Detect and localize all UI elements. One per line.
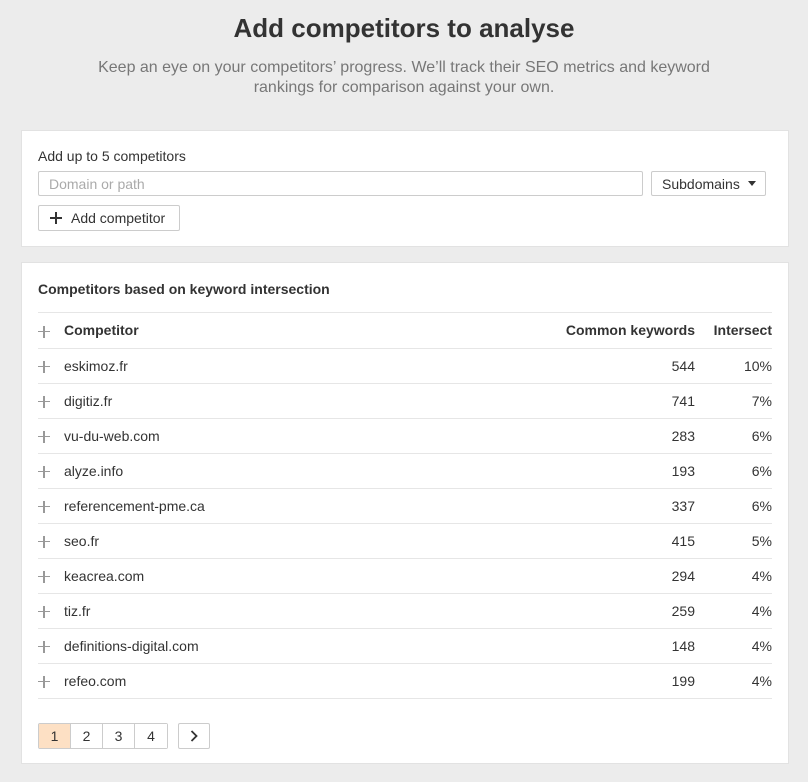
header — [0, 0, 808, 98]
add-competitor-plus-icon[interactable] — [38, 466, 50, 478]
competitor-domain: alyze.info — [64, 453, 535, 488]
intersect-value: 6% — [695, 418, 772, 453]
input-row — [38, 171, 772, 196]
table-row — [38, 488, 772, 523]
column-header-intersect[interactable]: Intersect — [695, 313, 772, 348]
common-keywords-value: 415 — [535, 523, 695, 558]
add-competitor-button-label: Add competitor — [71, 210, 166, 226]
table-row — [38, 418, 772, 453]
competitor-domain: digitiz.fr — [64, 383, 535, 418]
add-competitor-plus-icon[interactable] — [38, 676, 50, 688]
competitor-domain: seo.fr — [64, 523, 535, 558]
intersect-value: 7% — [695, 383, 772, 418]
common-keywords-value: 199 — [535, 663, 695, 698]
add-competitor-card — [21, 130, 789, 247]
competitor-domain: vu-du-web.com — [64, 418, 535, 453]
chevron-right-icon — [189, 730, 199, 742]
page-title: Add competitors to analyse — [233, 13, 575, 43]
page-button-2[interactable]: 2 — [71, 724, 103, 748]
intersect-value: 10% — [695, 348, 772, 383]
add-cell — [38, 593, 64, 628]
column-header-common-keywords[interactable]: Common keywords — [535, 313, 695, 348]
add-competitor-plus-icon[interactable] — [38, 641, 50, 653]
add-cell — [38, 558, 64, 593]
add-competitors-label: Add up to 5 competitors — [38, 148, 186, 164]
table-row — [38, 348, 772, 383]
competitors-table-body — [38, 348, 772, 698]
add-cell — [38, 663, 64, 698]
competitors-table — [38, 313, 772, 699]
table-row — [38, 593, 772, 628]
table-row — [38, 663, 772, 698]
add-competitor-plus-icon[interactable] — [38, 361, 50, 373]
add-cell — [38, 348, 64, 383]
table-row — [38, 558, 772, 593]
page-buttons — [38, 723, 168, 749]
table-row — [38, 453, 772, 488]
intersect-value: 4% — [695, 663, 772, 698]
competitors-list-title: Competitors based on keyword intersection — [38, 263, 772, 313]
common-keywords-value: 741 — [535, 383, 695, 418]
common-keywords-value: 193 — [535, 453, 695, 488]
add-competitor-button[interactable] — [38, 205, 180, 231]
competitors-card — [21, 262, 789, 764]
table-row — [38, 523, 772, 558]
next-page-button[interactable] — [178, 723, 210, 749]
domain-input[interactable] — [38, 171, 643, 196]
page-button-1[interactable]: 1 — [39, 724, 71, 748]
plus-icon — [50, 212, 62, 224]
common-keywords-value: 337 — [535, 488, 695, 523]
table-header-row — [38, 313, 772, 348]
page-button-3[interactable]: 3 — [103, 724, 135, 748]
subdomains-select[interactable] — [651, 171, 766, 196]
competitor-domain: tiz.fr — [64, 593, 535, 628]
intersect-value: 4% — [695, 558, 772, 593]
common-keywords-value: 294 — [535, 558, 695, 593]
add-competitor-plus-icon[interactable] — [38, 571, 50, 583]
competitor-domain: referencement-pme.ca — [64, 488, 535, 523]
competitor-domain: eskimoz.fr — [64, 348, 535, 383]
competitor-domain: refeo.com — [64, 663, 535, 698]
competitor-domain: keacrea.com — [64, 558, 535, 593]
intersect-value: 6% — [695, 453, 772, 488]
page-subtitle: Keep an eye on your competitors’ progress. We’ll track their SEO metrics and keyword rankings for comparison against your own. — [98, 59, 710, 96]
add-all-plus-icon[interactable] — [38, 326, 50, 338]
intersect-value: 4% — [695, 593, 772, 628]
page-button-4[interactable]: 4 — [135, 724, 167, 748]
table-row — [38, 628, 772, 663]
add-competitor-plus-icon[interactable] — [38, 501, 50, 513]
common-keywords-value: 283 — [535, 418, 695, 453]
pagination — [38, 723, 210, 749]
add-competitor-plus-icon[interactable] — [38, 536, 50, 548]
caret-down-icon — [748, 181, 756, 186]
competitor-domain: definitions-digital.com — [64, 628, 535, 663]
common-keywords-value: 544 — [535, 348, 695, 383]
common-keywords-value: 148 — [535, 628, 695, 663]
add-competitor-plus-icon[interactable] — [38, 606, 50, 618]
column-header-competitor[interactable]: Competitor — [64, 313, 535, 348]
add-cell — [38, 418, 64, 453]
add-competitor-plus-icon[interactable] — [38, 431, 50, 443]
add-cell — [38, 453, 64, 488]
intersect-value: 5% — [695, 523, 772, 558]
intersect-value: 4% — [695, 628, 772, 663]
add-cell — [38, 383, 64, 418]
add-competitor-plus-icon[interactable] — [38, 396, 50, 408]
add-cell — [38, 523, 64, 558]
add-cell — [38, 628, 64, 663]
add-all-cell — [38, 313, 64, 348]
add-cell — [38, 488, 64, 523]
subdomains-select-value: Subdomains — [662, 175, 740, 192]
table-row — [38, 383, 772, 418]
intersect-value: 6% — [695, 488, 772, 523]
common-keywords-value: 259 — [535, 593, 695, 628]
